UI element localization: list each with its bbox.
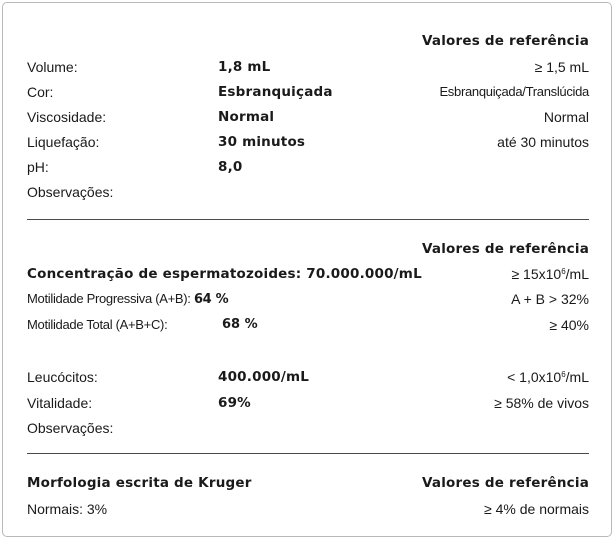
normals-reference: ≥ 4% de normais <box>484 501 589 517</box>
color-row <box>0 81 616 103</box>
ph-value: 8,0 <box>218 159 243 175</box>
reference-header-row-2 <box>0 238 616 260</box>
ph-label: pH: <box>27 159 49 175</box>
divider-2 <box>27 453 589 454</box>
volume-reference: ≥ 1,5 mL <box>534 59 589 75</box>
volume-row <box>0 56 616 78</box>
leukocytes-label: Leucócitos: <box>27 369 98 385</box>
color-value: Esbranquiçada <box>218 84 333 100</box>
total-motility-row <box>0 314 616 336</box>
total-motility-label: Motilidade Total (A+B+C): <box>27 317 168 332</box>
concentration-row <box>0 263 616 285</box>
divider-1 <box>27 219 589 220</box>
volume-label: Volume: <box>27 59 78 75</box>
normals-row <box>0 498 616 520</box>
progressive-motility-value: 64 % <box>193 292 229 307</box>
progressive-motility-label: Motilidade Progressiva (A+B): <box>27 291 191 306</box>
progressive-motility-reference: A + B > 32% <box>511 291 589 307</box>
total-motility-reference: ≥ 40% <box>549 317 589 333</box>
leukocytes-ref-base: < 1,0x10 <box>507 369 562 385</box>
color-label: Cor: <box>27 84 54 100</box>
concentration-ref-base: ≥ 15x10 <box>511 266 562 282</box>
leukocytes-ref-unit: /mL <box>565 369 589 385</box>
reference-header: Valores de referência <box>422 33 589 49</box>
vitality-row <box>0 392 616 414</box>
leukocytes-ref-exponent: 6 <box>561 370 566 379</box>
vitality-reference: ≥ 58% de vivos <box>494 395 589 411</box>
liquefaction-value: 30 minutos <box>218 134 306 150</box>
concentration-ref-unit: /mL <box>565 266 589 282</box>
concentration-reference <box>511 263 589 285</box>
reference-header-row <box>0 30 616 52</box>
viscosity-reference: Normal <box>543 109 589 125</box>
leukocytes-value: 400.000/mL <box>218 369 310 385</box>
progressive-motility-row <box>0 288 616 310</box>
observations-label-1: Observações: <box>27 184 114 200</box>
viscosity-value: Normal <box>218 109 275 125</box>
observations-label-2: Observações: <box>27 420 114 436</box>
reference-header-2: Valores de referência <box>422 241 589 257</box>
viscosity-label: Viscosidade: <box>27 109 107 125</box>
vitality-label: Vitalidade: <box>27 395 93 411</box>
kruger-title: Morfologia escrita de Kruger <box>27 475 252 491</box>
observations-row-1 <box>0 181 616 203</box>
liquefaction-label: Liquefação: <box>27 134 100 150</box>
kruger-header-row <box>0 472 616 494</box>
progressive-motility <box>27 288 228 311</box>
volume-value: 1,8 mL <box>218 59 271 75</box>
leukocytes-reference <box>507 366 589 388</box>
viscosity-row <box>0 106 616 128</box>
liquefaction-reference: até 30 minutos <box>497 134 589 150</box>
observations-row-2 <box>0 417 616 439</box>
concentration-label: Concentração de espermatozoides: 70.000.000/mL <box>27 266 422 282</box>
total-motility-value: 68 % <box>222 317 258 332</box>
concentration-ref-exponent: 6 <box>561 267 566 276</box>
liquefaction-row <box>0 131 616 153</box>
leukocytes-row <box>0 366 616 388</box>
vitality-value: 69% <box>218 395 251 411</box>
color-reference: Esbranquiçada/Translúcida <box>439 84 589 99</box>
ph-row <box>0 156 616 178</box>
reference-header-3: Valores de referência <box>422 475 589 491</box>
normals-label: Normais: 3% <box>27 501 108 517</box>
